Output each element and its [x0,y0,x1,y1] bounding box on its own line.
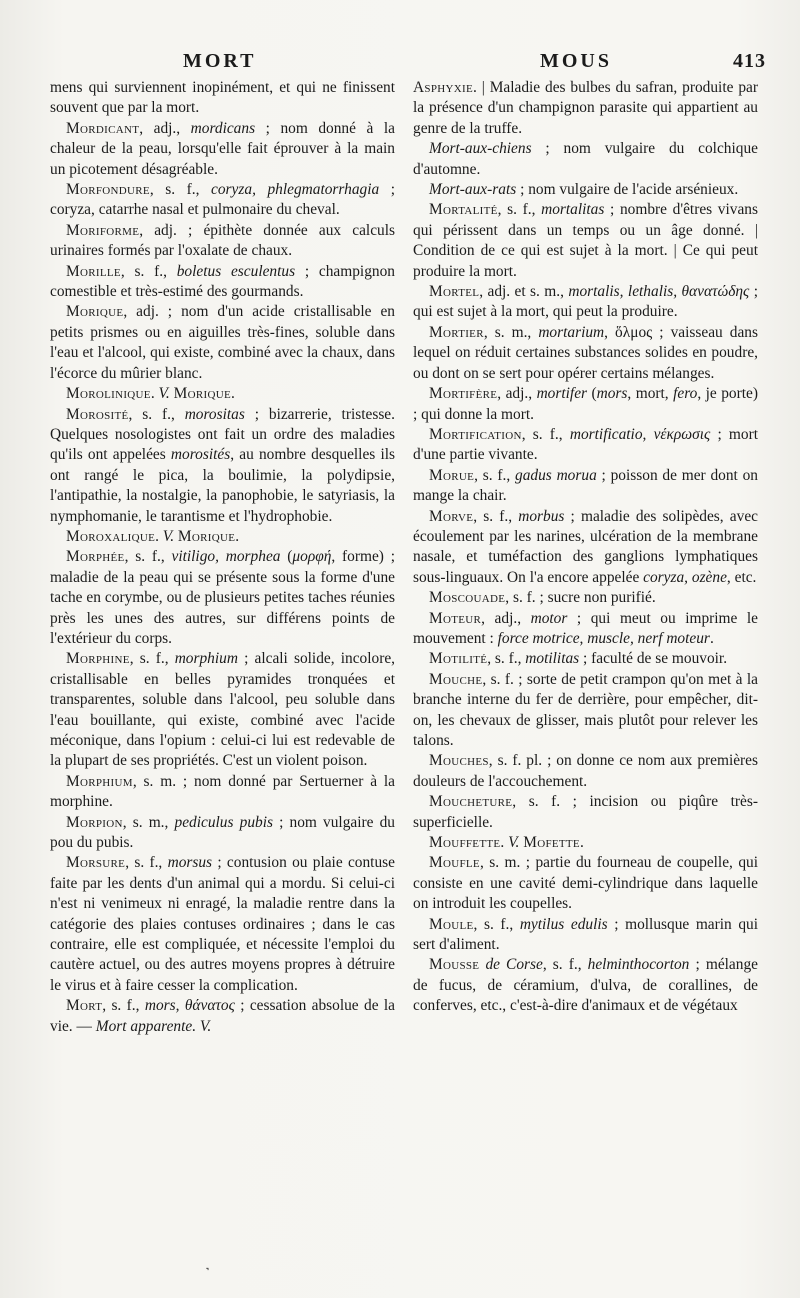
entry-text: , s. f., [521,425,570,443]
entry-text: , s. f., [129,650,175,668]
dictionary-entry [50,853,395,996]
entry-text: ; alcali solide, incolore, cristallisable en belles pyramides tronquées et transparentes, soluble dans l'alcool, peu soluble dans l'eau bouillante, qui existe, combiné avec l'acide méconique, dans l'opium : celui-ci lui est redevable de la plupart de ses propriétés. C'est un violent poison. [50,650,395,770]
entry-text: . | Maladie des bulbes du safran, produite par la présence d'un champignon parasite qui appartient au genre de la truffe. [413,79,758,137]
entry-text: . [235,527,240,545]
entry-italic: morbus [518,507,565,525]
entry-text: . [155,527,163,545]
entry-headword: Motilité [429,650,488,668]
dictionary-entry [413,609,758,650]
entry-text: ; faculté de se mouvoir. [579,650,728,668]
entry-italic: fero [673,385,698,403]
entry-headword: Morique [177,527,236,545]
entry-headword: Morpion [66,813,123,831]
entry-headword: Morique [173,385,231,403]
dictionary-entry [50,772,395,813]
dictionary-entry [50,813,395,854]
entry-headword: Mortification [429,425,522,443]
dictionary-entry [50,262,395,303]
entry-text: ; mollusque marin qui sert d'aliment. [413,915,758,954]
running-header [0,50,800,76]
dictionary-entry [413,200,758,282]
entry-text: ; mélange de fucus, de céramium, d'ulva, de corallines, de conferves, etc., c'est-à-dire d'animaux et de végétaux [413,956,758,1015]
entry-text: . [150,385,159,403]
entry-italic: Mort-aux-chiens [429,140,532,158]
entry-headword: Morsure [66,854,126,872]
entry-italic: morosités [170,446,231,464]
dictionary-entry [50,221,395,262]
entry-text: . [579,834,584,852]
entry-headword: Morphium [66,772,133,790]
dictionary-entry [413,670,758,752]
entry-text: , s. m. ; nom donné par Sertuerner à la morphine. [50,772,395,811]
entry-italic: mytilus edulis [519,915,608,933]
dictionary-entry [413,751,758,792]
entry-text: , adj. ; nom d'un acide cristallisable en petits prismes ou en aiguilles très-fines, soluble dans l'eau et l'alcool, qui existe, combiné avec la chaux, dans l'écorce du mûrier blanc. [50,303,395,382]
entry-italic: boletus esculentus [176,262,296,280]
entry-headword: Moteur [429,609,482,627]
entry-text: ( [587,385,597,403]
dictionary-entry [413,588,758,608]
entry-text: ; coryza, catarrhe nasal et pulmonaire du cheval. [50,181,395,219]
entry-headword: Moucheture [429,793,513,811]
dictionary-entry [50,996,395,1037]
entry-italic: Mort-aux-rats [429,181,517,199]
dictionary-entry [50,547,395,649]
entry-italic: mortalis, lethalis, θανατώδης [568,283,750,301]
dictionary-entry [413,323,758,384]
entry-text: . [230,385,235,403]
entry-text: , s. f., [474,466,516,484]
entry-text: ; bizarrerie, tristesse. Quelques nosologistes ont fait un ordre des maladies qu'ils ont appelées [50,405,395,464]
entry-text: ; contusion ou plaie contuse faite par les dents d'un animal qui a mordu. Si celui-ci n'est ni venimeux ni enragé, la maladie rentre dans la catégorie des plaies contuses ordinaires ; dans le cas contraire, elle est compliquée, et nécessite l'emploi du cautère actuel, ou des autres moyens propres à détruire le virus et à faire cesser la complication. [50,854,395,994]
entry-text: ; mort d'une partie vivante. [413,425,758,464]
entry-text: , s. f., [120,262,177,280]
entry-headword: Morolinique [66,385,151,403]
entry-italic: mordicans [190,119,256,137]
dictionary-entry [50,384,395,404]
entry-italic: V. [158,385,170,403]
entry-text: ; qui meut ou imprime le mouvement : [413,609,758,647]
entry-text: , s. f., [487,650,526,668]
entry-headword: Mofette [523,834,580,852]
entry-headword: Mouches [429,752,489,770]
entry-headword: Mouffette [429,834,501,852]
entry-text: ; maladie des solipèdes, avec écoulement par les narines, ulcération de la membrane nasale, et tuméfaction des ganglions lymphatiques sous-linguaux. On l'a encore appelée [413,507,758,586]
entry-headword: Mortier [429,323,484,341]
entry-headword: Morve [429,507,474,525]
entry-italic: force motrice, muscle, nerf moteur [497,629,710,647]
entry-text: , forme) ; maladie de la peau qui se présente sous la forme d'une tache en corymbe, ou de plusieurs petites taches réunies près les unes des autres, sur différens points de l'extérieur du corps. [50,548,395,647]
dictionary-entry [50,78,395,119]
entry-italic: mortifer [536,385,588,403]
entry-text: ; qui est sujet à la mort, qui peut la produire. [413,283,758,321]
entry-text: ; nom vulgaire du colchique d'automne. [413,140,758,178]
right-column [413,78,758,1017]
entry-italic: pediculus pubis [174,813,273,831]
entry-text: ; nom vulgaire de l'acide arsénieux. [516,181,739,199]
entry-headword: Morille [66,262,121,280]
dictionary-entry [413,425,758,466]
entry-text: , s. m. ; partie du fourneau de coupelle, qui consiste en une cavité demi-cylindrique dans laquelle on introduit les coupelles. [413,854,758,913]
entry-italic: morsus [167,854,213,872]
entry-italic: motor [530,609,568,627]
dictionary-entry [413,139,758,180]
entry-headword: Mouche [429,670,483,688]
entry-headword: Morue [429,466,475,484]
dictionary-entry [50,119,395,180]
entry-italic: Mort apparente. V. [95,1017,212,1035]
entry-italic: mortarium [538,323,605,341]
entry-headword: Morfondure [66,181,150,199]
entry-italic: coryza, ozène [643,568,727,586]
entry-text: , s. f., [473,915,520,933]
entry-headword: Mort [66,997,103,1015]
dictionary-entry [50,527,395,547]
entry-headword: Morphée [66,548,125,566]
entry-text: , adj. et s. m., [479,283,569,301]
left-column [50,78,395,1037]
entry-headword: Mousse [429,956,480,974]
dictionary-entry [413,282,758,323]
entry-text: , adj., [481,609,531,627]
entry-italic: gadus morua [515,466,597,484]
entry-italic: morositas [184,405,245,423]
entry-text: ; poisson de mer dont on mange la chair. [413,466,758,505]
entry-text: , etc. [726,568,757,586]
entry-headword: Moscouade [429,589,506,607]
dictionary-entry [50,302,395,384]
entry-italic: μορφή [292,548,332,566]
entry-text: . [709,629,714,647]
entry-text: , s. m., [483,323,539,341]
entry-text: , s. f. ; sucre non purifié. [505,589,656,607]
entry-text: , au nombre desquelles ils ont rangé le pica, la boulimie, la polydipsie, l'antipathie, la nostalgie, la panophobie, le satyriasis, la nymphomanie, le tarantisme et l'hydrophobie. [50,446,395,525]
entry-italic: mors, θάνατος [144,997,235,1015]
entry-text: , s. f., [149,181,212,199]
entry-italic: motilitas [525,650,580,668]
entry-text: ; nombre d'êtres vivans qui périssent dans un temps ou un âge donné. | Condition de ce qui est sujet à la mort. | Ce qui peut produire la mort. [413,201,758,280]
dictionary-entry [413,180,758,200]
entry-italic: mortalitas [541,201,605,219]
entry-text: . [500,834,509,852]
entry-italic: mortificatio, νέκρωσις [569,425,711,443]
entry-text: , s. f., [124,548,172,566]
entry-headword: Morphine [66,650,130,668]
entry-italic: mors [596,385,628,403]
entry-text: , s. f., [125,854,168,872]
entry-text: , adj., [497,385,537,403]
footer-mark: ˺ [205,1266,210,1281]
entry-text: , s. f., [473,507,519,525]
page-number: 413 [733,50,766,72]
entry-italic: helminthocorton [587,956,690,974]
dictionary-entry [413,833,758,853]
entry-text: , s. f. ; sorte de petit crampon qu'on met à la branche interne du fer de derrière, pour empêcher, dit-on, les chevaux de glisser, mais plutôt pour relever les talons. [413,670,758,749]
dictionary-entry [50,180,395,221]
header-left-word: MORT [183,50,257,72]
dictionary-entry [413,466,758,507]
entry-text: , s. f., [542,956,588,974]
entry-text: ; cessation absolue de la vie. — [50,997,395,1035]
dictionary-entry [50,649,395,771]
entry-headword: Moufle [429,854,480,872]
entry-headword: Mortifère [429,385,498,403]
dictionary-entry [413,853,758,914]
entry-headword: Mortalité [429,201,498,219]
entry-text: , adj., [139,119,191,137]
entry-italic: de Corse [485,956,543,974]
dictionary-entry [50,405,395,527]
entry-text: , ὅλμος ; vaisseau dans lequel on réduit certaines substances solides en poudre, ou dont on se sert pour opérer certains mélanges. [413,323,758,382]
entry-headword: Moriforme [66,221,140,239]
dictionary-entry [413,384,758,425]
header-right-word: MOUS [540,50,612,72]
entry-text: , s. f., [497,201,542,219]
entry-italic: V. [508,834,520,852]
entry-headword: Morosité [66,405,129,423]
entry-text: ; nom donné à la chaleur de la peau, lorsqu'elle fait éprouver à la main un picotement désagréable. [50,119,395,178]
entry-italic: morphium [174,650,238,668]
entry-text: , s. m., [122,813,175,831]
entry-headword: Asphyxie [413,79,473,96]
entry-italic: V. [162,527,175,545]
entry-text: , s. f., [128,405,185,423]
entry-italic: coryza, phlegmatorrhagia [211,181,380,199]
entry-text: , s. f. ; incision ou piqûre très-superficielle. [413,793,758,831]
dictionary-entry [413,507,758,589]
entry-text: , adj. ; épithète donnée aux calculs urinaires formés par l'oxalate de chaux. [50,221,395,260]
dictionary-entry [413,649,758,669]
entry-headword: Mordicant [66,119,140,137]
entry-text: ; champignon comestible et très-estimé des gourmands. [50,262,395,301]
entry-text: , s. f. pl. ; on donne ce nom aux premières douleurs de l'accouchement. [413,752,758,790]
entry-text: , je porte) ; qui donne la mort. [413,385,758,423]
entry-headword: Mortel [429,283,480,301]
entry-text: mens qui surviennent inopinément, et qui ne finissent souvent que par la mort. [50,79,395,117]
entry-headword: Moule [429,915,474,933]
entry-italic: vitiligo, morphea [171,548,281,566]
entry-text: ( [280,548,293,566]
entry-text: , s. f., [102,997,145,1015]
dictionary-entry [413,915,758,956]
dictionary-entry [413,792,758,833]
dictionary-entry [413,78,758,139]
dictionary-entry [413,955,758,1016]
entry-text: ; nom vulgaire du pou du pubis. [50,813,395,852]
entry-text: , mort, [627,385,674,403]
entry-headword: Moroxalique [66,527,156,545]
entry-headword: Morique [66,303,124,321]
